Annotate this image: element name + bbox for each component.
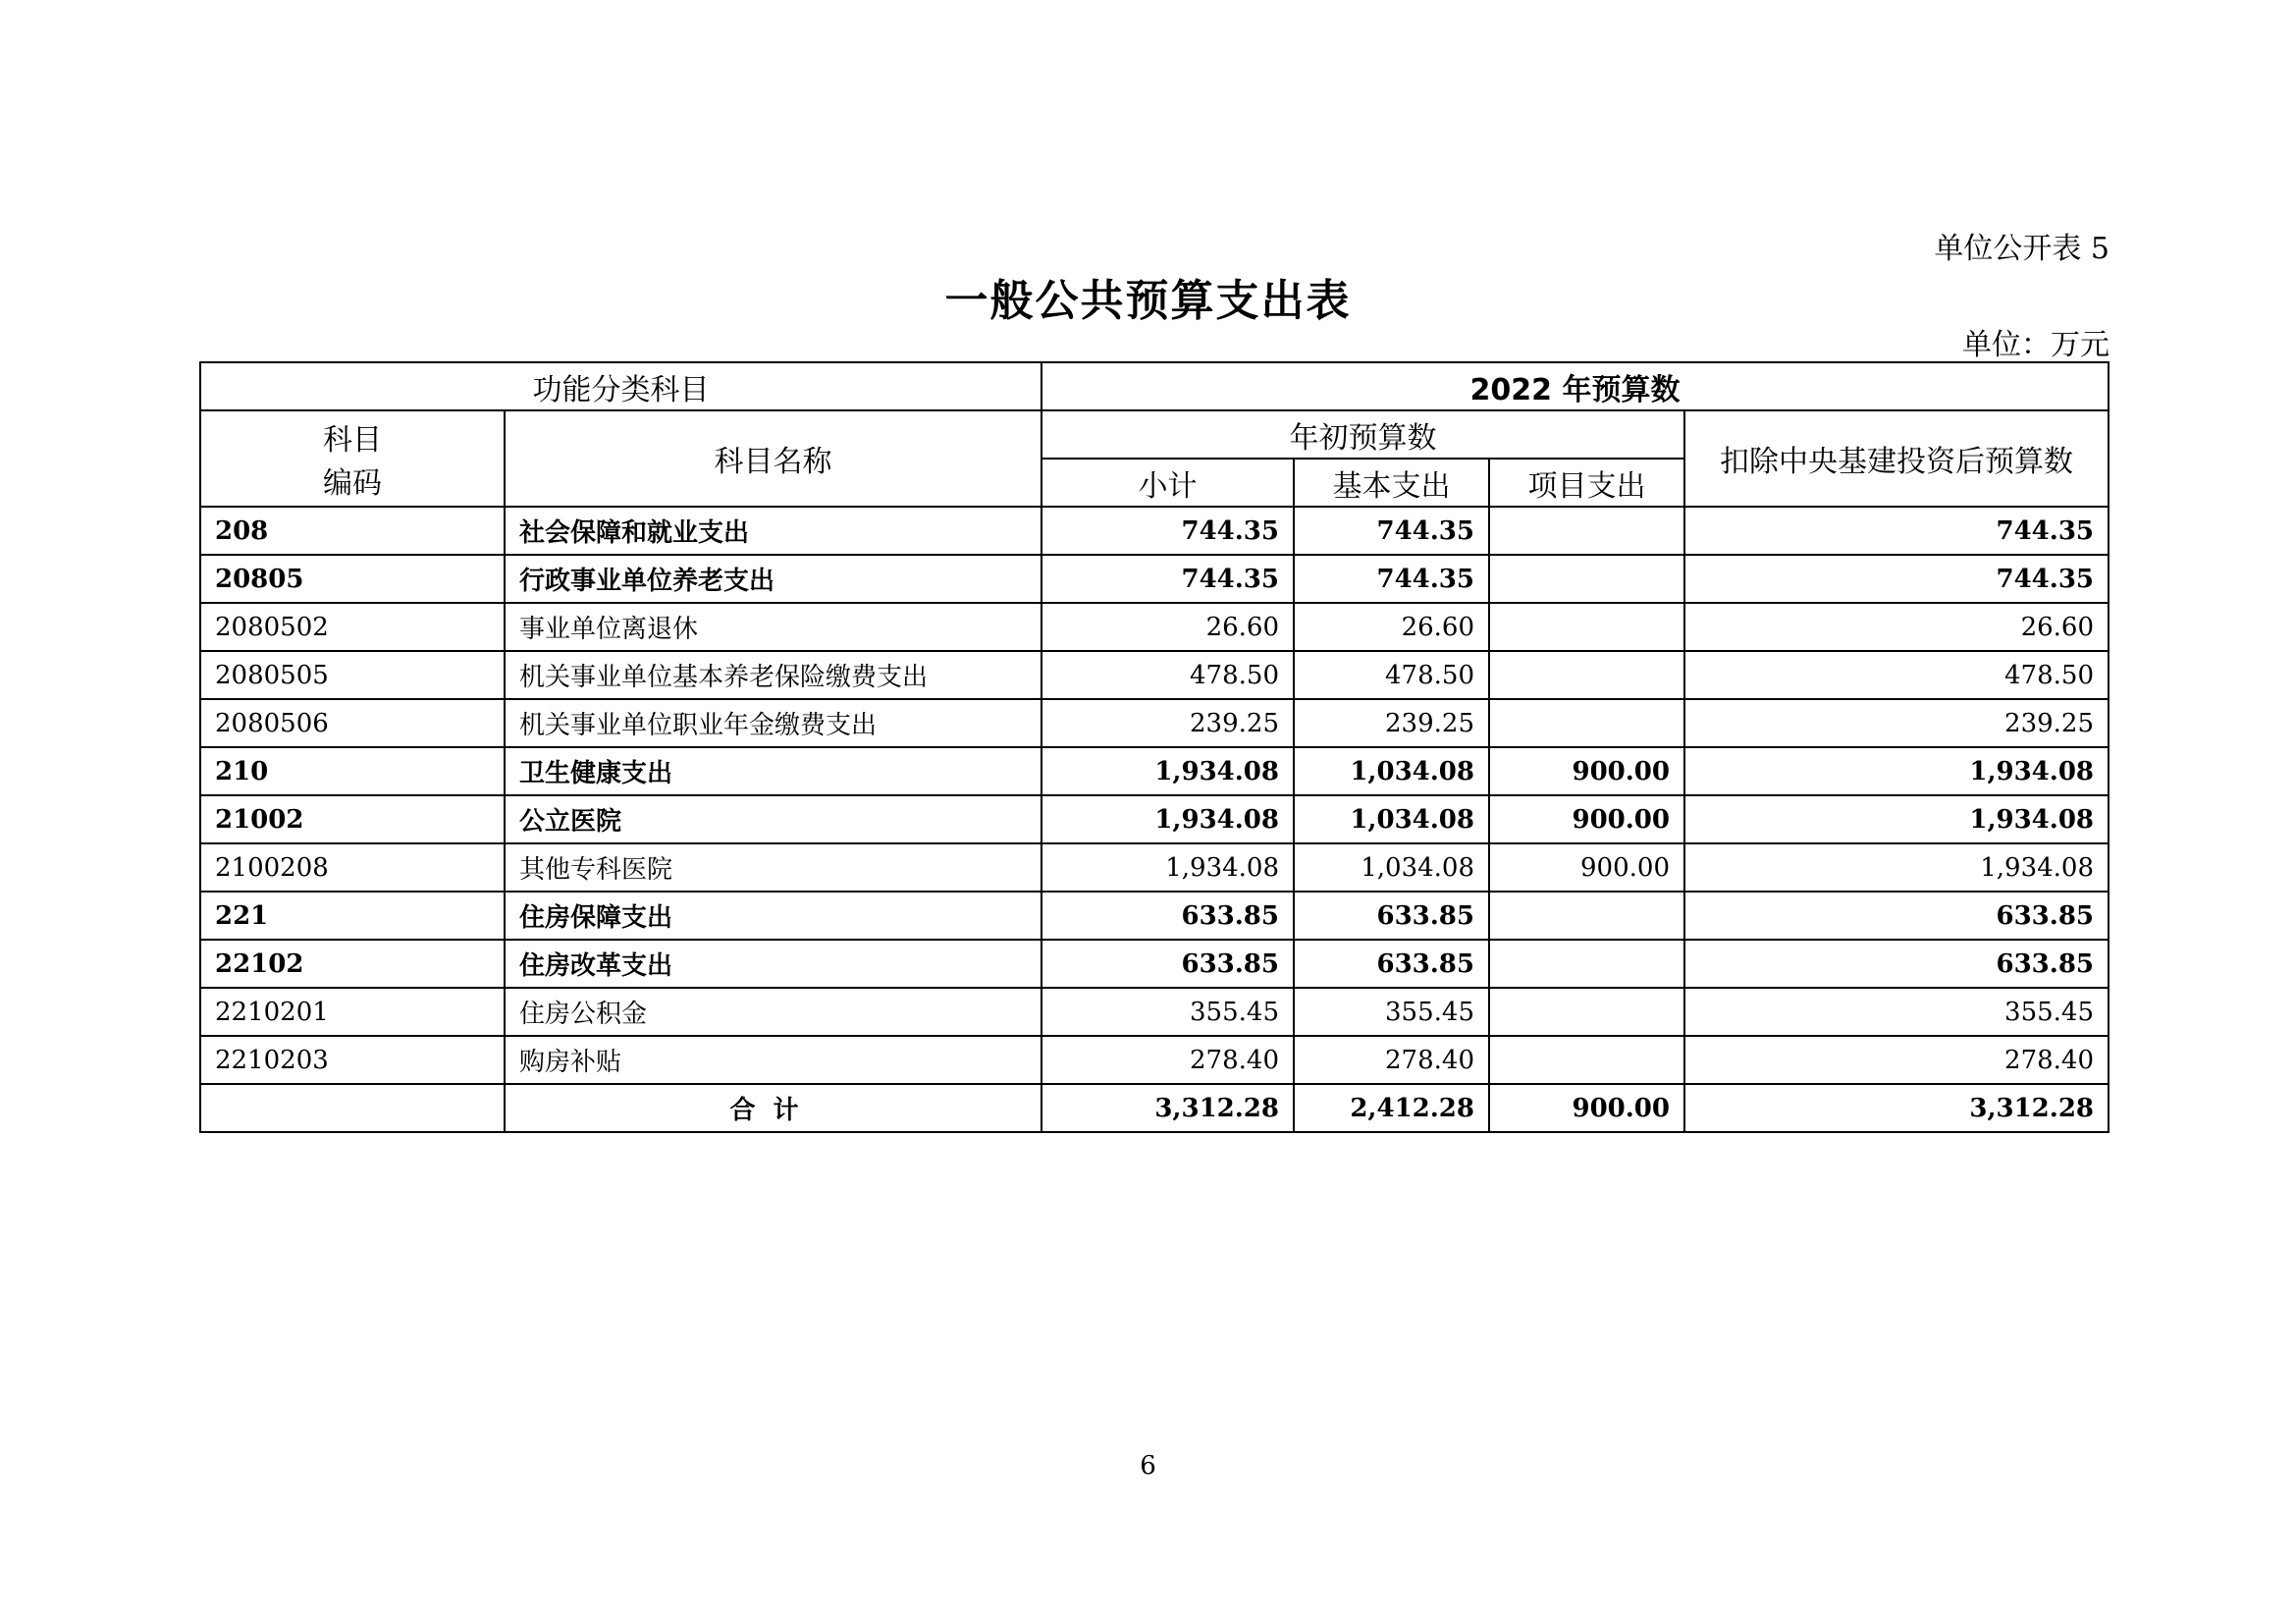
total-row — [200, 1084, 2109, 1132]
after-deduction-cell: 1,934.08 — [1684, 747, 2109, 795]
basic-cell: 744.35 — [1294, 555, 1489, 603]
table-row — [200, 843, 2109, 892]
code-cell: 2210203 — [200, 1036, 505, 1084]
code-cell: 2210201 — [200, 988, 505, 1036]
basic-cell: 478.50 — [1294, 651, 1489, 699]
subtotal-cell: 744.35 — [1041, 507, 1294, 555]
code-cell: 2100208 — [200, 843, 505, 892]
after-deduction-cell: 633.85 — [1684, 892, 2109, 940]
basic-cell: 278.40 — [1294, 1036, 1489, 1084]
code-cell: 2080505 — [200, 651, 505, 699]
code-header-line2: 编码 — [323, 466, 382, 501]
header-row-sub — [200, 410, 2109, 459]
project-cell — [1489, 603, 1684, 651]
project-cell: 900.00 — [1489, 843, 1684, 892]
after-deduction-cell: 478.50 — [1684, 651, 2109, 699]
project-cell — [1489, 988, 1684, 1036]
total-label-cell: 合计 — [505, 1084, 1041, 1132]
after-deduction-header: 扣除中央基建投资后预算数 — [1684, 410, 2109, 507]
basic-cell: 239.25 — [1294, 699, 1489, 747]
after-deduction-cell: 744.35 — [1684, 555, 2109, 603]
basic-cell: 355.45 — [1294, 988, 1489, 1036]
total-after-cell: 3,312.28 — [1684, 1084, 2109, 1132]
code-header-line1: 科目 — [323, 423, 382, 458]
basic-cell: 633.85 — [1294, 940, 1489, 988]
total-basic-cell: 2,412.28 — [1294, 1084, 1489, 1132]
code-cell: 21002 — [200, 795, 505, 843]
total-subtotal-cell: 3,312.28 — [1041, 1084, 1294, 1132]
name-cell: 公立医院 — [505, 795, 1041, 843]
after-deduction-cell: 1,934.08 — [1684, 843, 2109, 892]
table-row — [200, 1036, 2109, 1084]
after-deduction-cell: 278.40 — [1684, 1036, 2109, 1084]
name-cell: 卫生健康支出 — [505, 747, 1041, 795]
after-deduction-cell: 744.35 — [1684, 507, 2109, 555]
name-cell: 住房保障支出 — [505, 892, 1041, 940]
basic-header: 基本支出 — [1294, 459, 1489, 507]
unit-label: 单位：万元 — [1962, 328, 2109, 362]
table-row — [200, 892, 2109, 940]
project-header: 项目支出 — [1489, 459, 1684, 507]
project-cell — [1489, 892, 1684, 940]
subtotal-cell: 278.40 — [1041, 1036, 1294, 1084]
subtotal-cell: 355.45 — [1041, 988, 1294, 1036]
total-project-cell: 900.00 — [1489, 1084, 1684, 1132]
budget-table — [199, 361, 2109, 1133]
basic-cell: 744.35 — [1294, 507, 1489, 555]
table-row — [200, 795, 2109, 843]
subtotal-cell: 633.85 — [1041, 940, 1294, 988]
code-cell: 210 — [200, 747, 505, 795]
subtotal-cell: 744.35 — [1041, 555, 1294, 603]
code-cell: 22102 — [200, 940, 505, 988]
project-cell: 900.00 — [1489, 747, 1684, 795]
document-title: 一般公共预算支出表 — [944, 276, 1352, 326]
project-cell: 900.00 — [1489, 795, 1684, 843]
project-cell — [1489, 699, 1684, 747]
subtotal-header: 小计 — [1041, 459, 1294, 507]
subtotal-cell: 1,934.08 — [1041, 795, 1294, 843]
code-cell: 2080506 — [200, 699, 505, 747]
basic-cell: 26.60 — [1294, 603, 1489, 651]
code-cell: 221 — [200, 892, 505, 940]
code-cell: 208 — [200, 507, 505, 555]
subtotal-cell: 478.50 — [1041, 651, 1294, 699]
project-cell — [1489, 1036, 1684, 1084]
after-deduction-cell: 1,934.08 — [1684, 795, 2109, 843]
table-row — [200, 940, 2109, 988]
subtotal-cell: 633.85 — [1041, 892, 1294, 940]
name-cell: 住房改革支出 — [505, 940, 1041, 988]
code-cell: 20805 — [200, 555, 505, 603]
name-cell: 行政事业单位养老支出 — [505, 555, 1041, 603]
project-cell — [1489, 940, 1684, 988]
basic-cell: 633.85 — [1294, 892, 1489, 940]
name-cell: 事业单位离退休 — [505, 603, 1041, 651]
subtotal-cell: 239.25 — [1041, 699, 1294, 747]
name-cell: 住房公积金 — [505, 988, 1041, 1036]
page-number: 6 — [1140, 1451, 1156, 1481]
name-header: 科目名称 — [505, 410, 1041, 507]
budget-year-header: 2022 年预算数 — [1041, 362, 2109, 410]
form-number: 单位公开表 5 — [1934, 232, 2109, 266]
after-deduction-cell: 633.85 — [1684, 940, 2109, 988]
subtotal-cell: 26.60 — [1041, 603, 1294, 651]
after-deduction-cell: 355.45 — [1684, 988, 2109, 1036]
function-category-header: 功能分类科目 — [200, 362, 1041, 410]
after-deduction-cell: 239.25 — [1684, 699, 2109, 747]
project-cell — [1489, 651, 1684, 699]
table-row — [200, 507, 2109, 555]
name-cell: 社会保障和就业支出 — [505, 507, 1041, 555]
table-row — [200, 651, 2109, 699]
name-cell: 机关事业单位职业年金缴费支出 — [505, 699, 1041, 747]
name-cell: 机关事业单位基本养老保险缴费支出 — [505, 651, 1041, 699]
basic-cell: 1,034.08 — [1294, 795, 1489, 843]
project-cell — [1489, 555, 1684, 603]
basic-cell: 1,034.08 — [1294, 843, 1489, 892]
table-row — [200, 988, 2109, 1036]
table-row — [200, 555, 2109, 603]
code-cell: 2080502 — [200, 603, 505, 651]
table-row — [200, 603, 2109, 651]
subtotal-cell: 1,934.08 — [1041, 747, 1294, 795]
total-code-cell — [200, 1084, 505, 1132]
initial-budget-header: 年初预算数 — [1041, 410, 1684, 459]
subtotal-cell: 1,934.08 — [1041, 843, 1294, 892]
table-row — [200, 747, 2109, 795]
after-deduction-cell: 26.60 — [1684, 603, 2109, 651]
table-row — [200, 699, 2109, 747]
basic-cell: 1,034.08 — [1294, 747, 1489, 795]
name-cell: 购房补贴 — [505, 1036, 1041, 1084]
code-header — [200, 410, 505, 507]
name-cell: 其他专科医院 — [505, 843, 1041, 892]
header-row-main — [200, 362, 2109, 410]
project-cell — [1489, 507, 1684, 555]
table-body — [200, 507, 2109, 1132]
